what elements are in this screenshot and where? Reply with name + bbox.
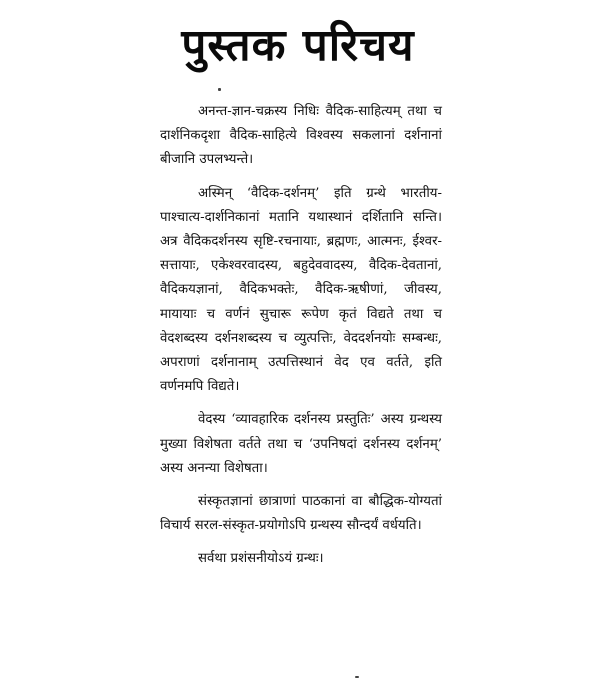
- scan-speck: [355, 676, 359, 678]
- scan-speck: [218, 88, 221, 91]
- paragraph-content: अस्मिन् ‘वैदिक-दर्शनम्’ इति ग्रन्थे भारतीय-पाश्चात्य-दार्शनिकानां मतानि यथास्थानं दर्शितानि सन्ति। अत्र वैदिकदर्शनस्य सृष्टि-रचनायाः, ब्रह्मणः, आत्मनः, ईश्वर-सत्तायाः, एकेश्वरवादस्य, बहुदेववादस्य, वैदिक-देवतानां, वैदिकयज्ञानां, वैदिकभक्तेः, वैदिक-ऋषीणां, जीवस्य, मायायाः च वर्णनं सुचारू रूपेण कृतं विद्यते तथा च वेदशब्दस्य दर्शनशब्दस्य च व्युत्पत्तिः, वेददर्शनयोः सम्बन्धः, अपराणां दर्शनानाम् उत्पत्तिस्थानं वेद एव वर्तते, इति वर्णनमपि विद्यते।: [160, 185, 442, 395]
- paragraph-conclusion: सर्वथा प्रशंसनीयोऽयं ग्रन्थः।: [198, 551, 324, 567]
- paragraph-features: वेदस्य ‘व्यावहारिक दर्शनस्य प्रस्तुतिः’ अस्य ग्रन्थस्य मुख्या विशेषता वर्तते तथा च ‘उपनिषदां दर्शनस्य दर्शनम्’ अस्य अनन्या विशेषता।: [160, 412, 442, 476]
- paragraph-language: संस्कृतज्ञानां छात्राणां पाठकानां वा बौद्धिक-योग्यतां विचार्य सरल-संस्कृत-प्रयोगोऽपि ग्रन्थस्य सौन्दर्यं वर्धयति।: [160, 494, 442, 534]
- paragraph-intro: अनन्त-ज्ञान-चक्रस्य निधिः वैदिक-साहित्यम् तथा च दार्शनिकदृशा वैदिक-साहित्ये विश्वस्य सकलानां दर्शनानां बीजानि उपलभ्यन्ते।: [160, 104, 442, 168]
- body-text: [160, 100, 442, 572]
- page-title: पुस्तक परिचय: [181, 20, 415, 71]
